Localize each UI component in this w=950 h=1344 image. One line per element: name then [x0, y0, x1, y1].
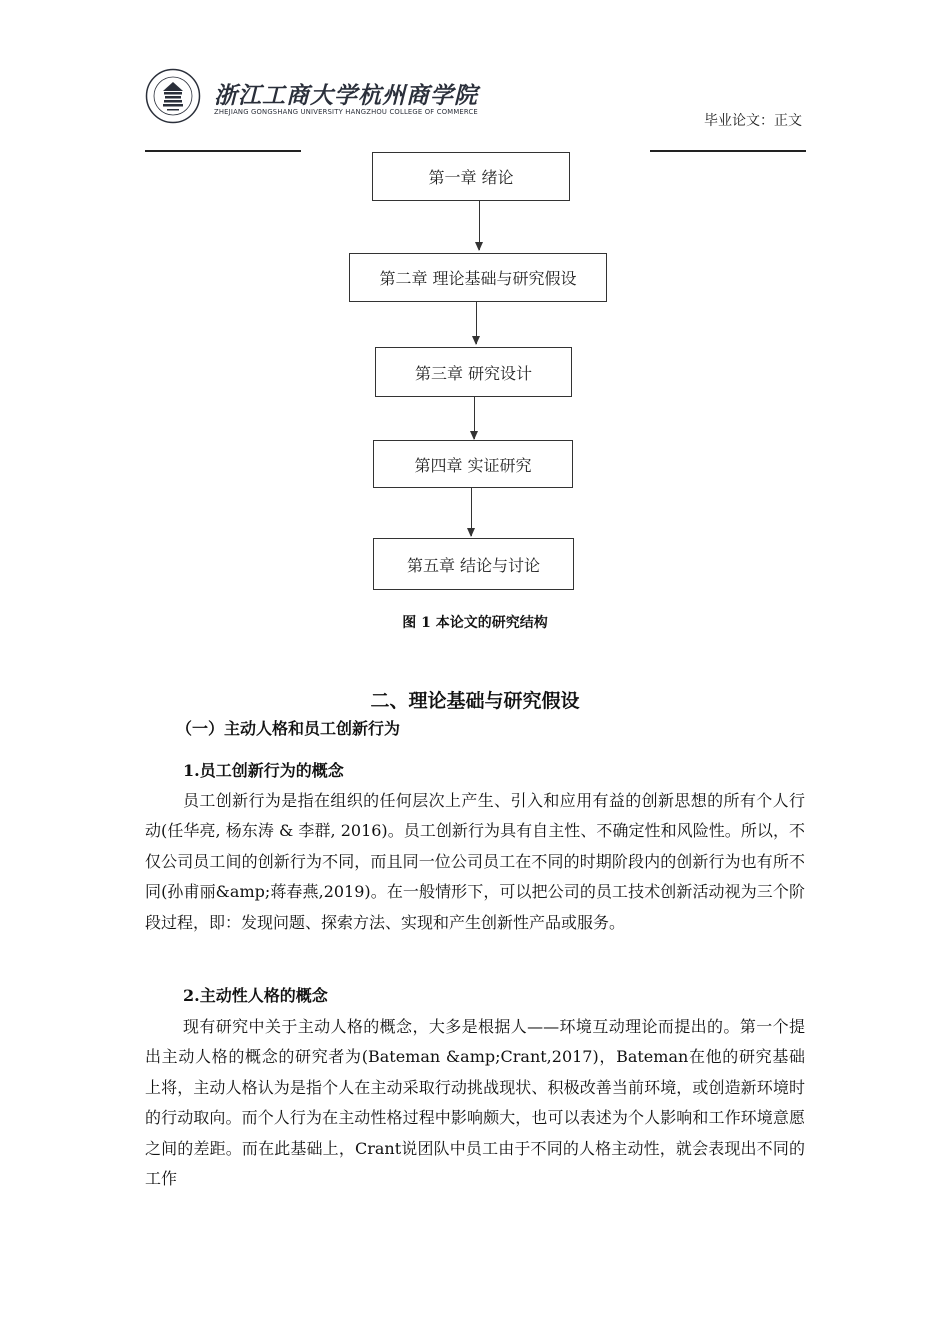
logo-chinese-name: 浙江工商大学杭州商学院 — [214, 82, 478, 109]
flow-box-chapter-1: 第一章 绪论 — [372, 152, 570, 201]
paragraph-2: 现有研究中关于主动人格的概念，大多是根据人——环境互动理论而提出的。第一个提出主动人格的概念的研究者为(Bateman &amp;Crant,2017)，Bateman在他的研究基础上将，主动人格认为是指个人在主动采取行动挑战现状、积极改善当前环境，或创造新环境时的行动取向。而个人行为在主动性格过程中影响颇大，也可以表述为个人影响和工作环境意愿之间的差距。而在此基础上，Crant说团队中员工由于不同的人格主动性，就会表现出不同的工作 — [145, 1017, 805, 1189]
subsection-title: （一）主动人格和员工创新行为 — [176, 719, 401, 738]
header-rule-left — [145, 150, 301, 152]
flow-arrow-1 — [479, 201, 480, 250]
flow-box-chapter-3: 第三章 研究设计 — [375, 347, 572, 397]
university-seal-logo — [145, 68, 201, 124]
flow-box-chapter-2: 第二章 理论基础与研究假设 — [349, 253, 607, 302]
section-title: 二、理论基础与研究假设 — [370, 690, 580, 712]
flow-arrow-3 — [474, 397, 475, 439]
figure-caption: 图 1 本论文的研究结构 — [402, 615, 548, 631]
flow-box-chapter-5: 第五章 结论与讨论 — [373, 538, 574, 590]
flow-arrow-2 — [476, 302, 477, 344]
paragraph-1: 员工创新行为是指在组织的任何层次上产生、引入和应用有益的创新思想的所有个人行动(任华亮, 杨东涛 & 李群, 2016)。员工创新行为具有自主性、不确定性和风险性。所以，不仅公司员工间的创新行为不同，而且同一位公司员工在不同的时期阶段内的创新行为也有所不同(孙甫丽&amp;蒋春燕,2019)。在一般情形下，可以把公司的员工技术创新活动视为三个阶段过程，即：发现问题、探索方法、实现和产生创新性产品或服务。 — [145, 791, 805, 932]
logo-english-name: ZHEJIANG GONGSHANG UNIVERSITY HANGZHOU COLLEGE OF COMMERCE — [214, 108, 478, 116]
header-label: 毕业论文：正文 — [704, 113, 802, 129]
flow-arrow-4 — [471, 488, 472, 536]
header-rule-right — [650, 150, 806, 152]
flow-box-chapter-4: 第四章 实证研究 — [373, 440, 573, 488]
subheading-1: 1.员工创新行为的概念 — [183, 761, 344, 780]
subheading-2: 2.主动性人格的概念 — [183, 986, 328, 1005]
